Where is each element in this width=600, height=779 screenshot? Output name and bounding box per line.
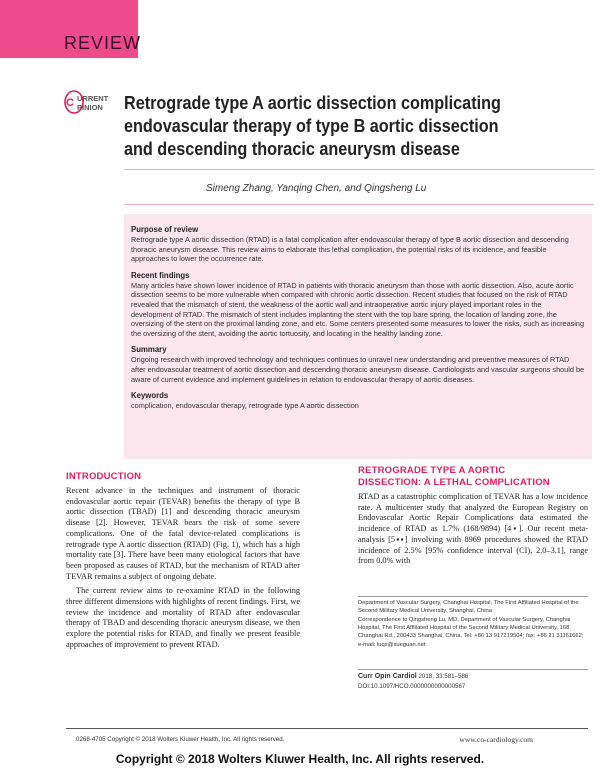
- affil-dept: Department of Vascular Surgery, Changhai Hospital, The First Affiliated Hospital of the Second Military Medical University, Shanghai, China: [358, 600, 579, 615]
- copyright-banner: Copyright © 2018 Wolters Kluwer Health, Inc. All rights reserved.: [115, 752, 485, 766]
- authors-divider: [124, 204, 594, 205]
- footer-copyright: 0268-4705 Copyright © 2018 Wolters Kluwer Health, Inc. All rights reserved.: [76, 736, 285, 743]
- authors: Simeng Zhang, Yanqing Chen, and Qingsheng Lu: [206, 183, 427, 194]
- purpose-text: Retrograde type A aortic dissection (RTAD) is a fatal complication after endovascular therapy of type B aortic dissection and descending thoracic aneurysm disease. This review aims to elaborate this lethal complication, the potential risks of its incidence, and feasible approaches to lower the occurrence rate.: [131, 235, 569, 264]
- retro-para-1: RTAD as a catastrophic complication of TEVAR has a low incidence rate. A multicenter study that analyzed the European Registry on Endovascular Aortic Repair Complications data estimated the incidence of RTAD as 1.7% (168/9894) [4▪]. Our recent meta-analysis [5▪▪] involving with 8969 procedures showed the RTAD incidence of 2.5% [95% confidence interval (CI), 2.0–3.1], range from 0.0% with: [358, 492, 588, 566]
- svg-text:C: C: [66, 97, 74, 109]
- article-title: Retrograde type A aortic dissection complicating endovascular therapy of type B aortic dissection and descending thoracic aneurysm disease: [124, 93, 501, 159]
- summary-text: Ongoing research with improved technology and techniques continues to unravel new understanding and preventive measures of RTAD after endovascular treatment of aortic dissection and descending thoracic aneurysm disease. Cardiologists and vascular surgeons should be aware of current evidence and implement guidelines in relation to endovascular therapy of aortic diseases.: [131, 355, 585, 384]
- logo-line2: PINION: [77, 103, 103, 112]
- purpose-heading: Purpose of review: [131, 225, 199, 234]
- affil-correspondence: Correspondence to Qingsheng Lu, MD, Department of Vascular Surgery, Changhai Hospital, The First Affiliated Hospital of the Second Military Medical University, 168 Changhai Rd., 200433 Shanghai, China. Tel: +86 13 917219504; fax: +86 21 31161662;: [358, 617, 584, 640]
- abstract-box: [124, 214, 592, 459]
- citation: 2018, 33:581–586: [416, 673, 469, 680]
- retro-body: [358, 492, 588, 567]
- keywords-heading: Keywords: [131, 391, 169, 401]
- affil-email: e-mail: luqs@xueguan.net: [358, 642, 426, 649]
- current-opinion-logo: [64, 88, 116, 118]
- logo-line1: URRENT: [77, 94, 109, 103]
- doi: DOI:10.1097/HCO.0000000000000567: [358, 683, 466, 690]
- findings-text: Many articles have shown lower incidence of RTAD in patients with thoracic aneurysm than those with aortic dissection. Also, acute aortic dissection seems to be more vulnerable when compared with chronic aortic dissection. Recent studies that focused on the risk of RTAD revealed that the mismatch of stent, the weakness of the aortic wall and intraoperative aortic injury played important roles in the development of RTAD. The mismatch of stent includes implanting the stent with the top bare spring, the location of landing zone, the oversizing of the stent on the proximal landing zone, and etc. Some centers presented some measures to lower the risks, such as increasing the oversizing of the stent, avoiding the aortic tortuosity, and locating in the healthy landing zone.: [131, 280, 585, 338]
- summary-heading: Summary: [131, 345, 167, 355]
- citation-block: [358, 672, 588, 692]
- review-tag-label: REVIEW: [64, 33, 142, 53]
- affiliations: [358, 599, 588, 651]
- citation-rule: [358, 669, 588, 670]
- journal-name: Curr Opin Cardiol: [358, 673, 417, 680]
- intro-body: [66, 486, 300, 651]
- intro-para-2: The current review aims to re-examine RTAD in the following three different dimensions with highlights of recent findings. First, we review the incidence and mortality of RTAD after endovascular therapy of TBAD and descending thoracic aneurysm disease, we then explore the potential risks for RTAD, and finally we present feasible approaches of improvement to prevent RTAD.: [66, 586, 300, 649]
- journal-url[interactable]: www.co-cardiology.com: [459, 735, 533, 744]
- affiliation-rule: [358, 596, 588, 597]
- review-tag: [0, 0, 142, 58]
- intro-heading: INTRODUCTION: [66, 471, 142, 482]
- footer-rule: [66, 728, 588, 729]
- intro-para-1: Recent advance in the techniques and instrument of thoracic endovascular aortic repair (TEVAR) benefits the therapy of type B aortic dissection (TBAD) [1] and descending thoracic aneurysm disease [2]. However, TEVAR bears the risk of some severe complications. One of the fatal device-related complications is retrograde type A aortic dissection (RTAD) (Fig. 1), which has a high mortality rate [3]. There have been many etiological factors that have been proposed as causes of RTAD, but the mechanism of RTAD after TEVAR remains a subject of ongoing debate.: [66, 486, 300, 581]
- findings-heading: Recent findings: [131, 270, 190, 280]
- keywords-text: complication, endovascular therapy, retrograde type A aortic dissection: [131, 401, 359, 411]
- retro-heading: RETROGRADE TYPE A AORTIC DISSECTION: A LETHAL COMPLICATION: [358, 465, 550, 488]
- title-divider: [124, 169, 594, 170]
